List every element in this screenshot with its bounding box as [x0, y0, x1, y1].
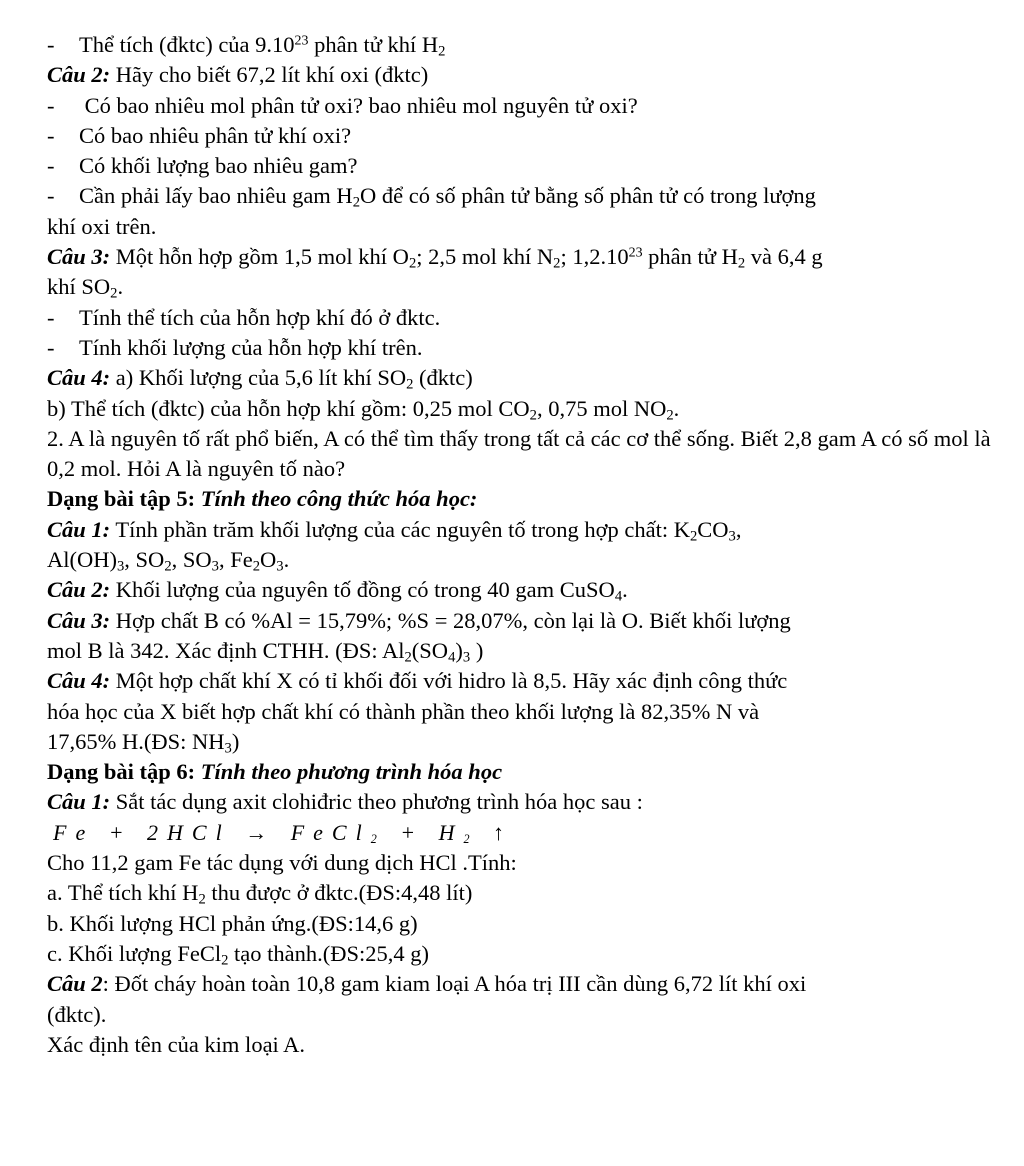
line-7: khí oxi trên.: [47, 213, 157, 239]
chemical-equation: Fe + 2HCl → FeCl$_2$ + $H_2$ ↑: [53, 819, 514, 846]
line-9: khí $SO_2$.: [47, 274, 124, 303]
question-3-heading: Câu 3: Một hỗn hợp gồm 1,5 mol khí $O_2$; 2,5 mol khí $N_2$; 1,2.10$^{23}$ phân tử $H_2$ và 6,4 g: [47, 244, 823, 272]
line-1: - Thể tích (đktc) của 9.10$^{23}$ phân tử khí $H_2$: [47, 32, 446, 60]
line-22: hóa học của X biết hợp chất khí có thành phần theo khối lượng là 82,35% N và: [47, 698, 760, 724]
s6-question-2: Câu 2: Đốt cháy hoàn toàn 10,8 gam kiam loại A hóa trị III cần dùng 6,72 lít khí oxi: [47, 971, 807, 997]
line-32: (đktc).: [47, 1001, 107, 1027]
line-20: mol B là 342. Xác định CTHH. (ĐS: $Al_2(SO_4)_3$ ): [47, 637, 484, 666]
line-30: c. Khối lượng FeCl$_2$ tạo thành.(ĐS:25,4 g): [47, 940, 430, 969]
line-4: - Có bao nhiêu phân tử khí oxi?: [47, 122, 352, 148]
line-28: a. Thể tích khí $H_2$ thu được ở đktc.(ĐS:4,48 lít): [47, 880, 473, 908]
s5-question-3: Câu 3: Hợp chất B có %Al = 15,79%; %S = 28,07%, còn lại là O. Biết khối lượng: [47, 607, 791, 633]
line-23: 17,65% H.(ĐS: $NH_3$): [47, 728, 240, 757]
question-2-heading: Câu 2: Hãy cho biết 67,2 lít khí oxi (đktc): [47, 62, 429, 88]
line-17: $Al(OH)_3$, $SO_2$, $SO_3$, $Fe_2O_3$.: [47, 547, 290, 575]
line-27: Cho 11,2 gam Fe tác dụng với dung dịch HCl .Tính:: [47, 850, 517, 876]
s5-question-4: Câu 4: Một hợp chất khí X có tỉ khối đối với hidro là 8,5. Hãy xác định công thức: [47, 668, 788, 694]
section-6-heading: Dạng bài tập 6: Tính theo phương trình hóa học: [47, 759, 503, 785]
section-5-heading: Dạng bài tập 5: Tính theo công thức hóa học:: [47, 486, 478, 512]
line-3: - Có bao nhiêu mol phân tử oxi? bao nhiêu mol nguyên tử oxi?: [47, 92, 638, 118]
line-33: Xác định tên của kim loại A.: [47, 1031, 306, 1057]
line-10: - Tính thể tích của hỗn hợp khí đó ở đktc.: [47, 304, 441, 330]
line-6: - Cần phải lấy bao nhiêu gam $H_2O$ để có số phân tử bằng số phân tử có trong lượng: [47, 183, 816, 212]
s6-question-1: Câu 1: Sắt tác dụng axit clohiđric theo phương trình hóa học sau :: [47, 789, 643, 815]
line-11: - Tính khối lượng của hỗn hợp khí trên.: [47, 334, 423, 360]
s5-question-1: Câu 1: Tính phần trăm khối lượng của các nguyên tố trong hợp chất: $K_2CO_3$,: [47, 516, 742, 545]
line-13: b) Thể tích (đktc) của hỗn hợp khí gồm: 0,25 mol $CO_2$, 0,75 mol $NO_2$.: [47, 395, 680, 424]
line-5: - Có khối lượng bao nhiêu gam?: [47, 153, 358, 179]
question-4-heading: Câu 4: a) Khối lượng của 5,6 lít khí $SO_2$ (đktc): [47, 365, 473, 393]
s5-question-2: Câu 2: Khối lượng của nguyên tố đồng có trong 40 gam CuSO$_4$.: [47, 577, 628, 605]
line-14: 2. A là nguyên tố rất phổ biến, A có thể tìm thấy trong tất cả các cơ thể sống. Biết 2,8 gam A có số mol là 0,2 mol. Hỏi A là nguyên tố nào?: [47, 425, 991, 482]
line-29: b. Khối lượng HCl phản ứng.(ĐS:14,6 g): [47, 910, 418, 936]
